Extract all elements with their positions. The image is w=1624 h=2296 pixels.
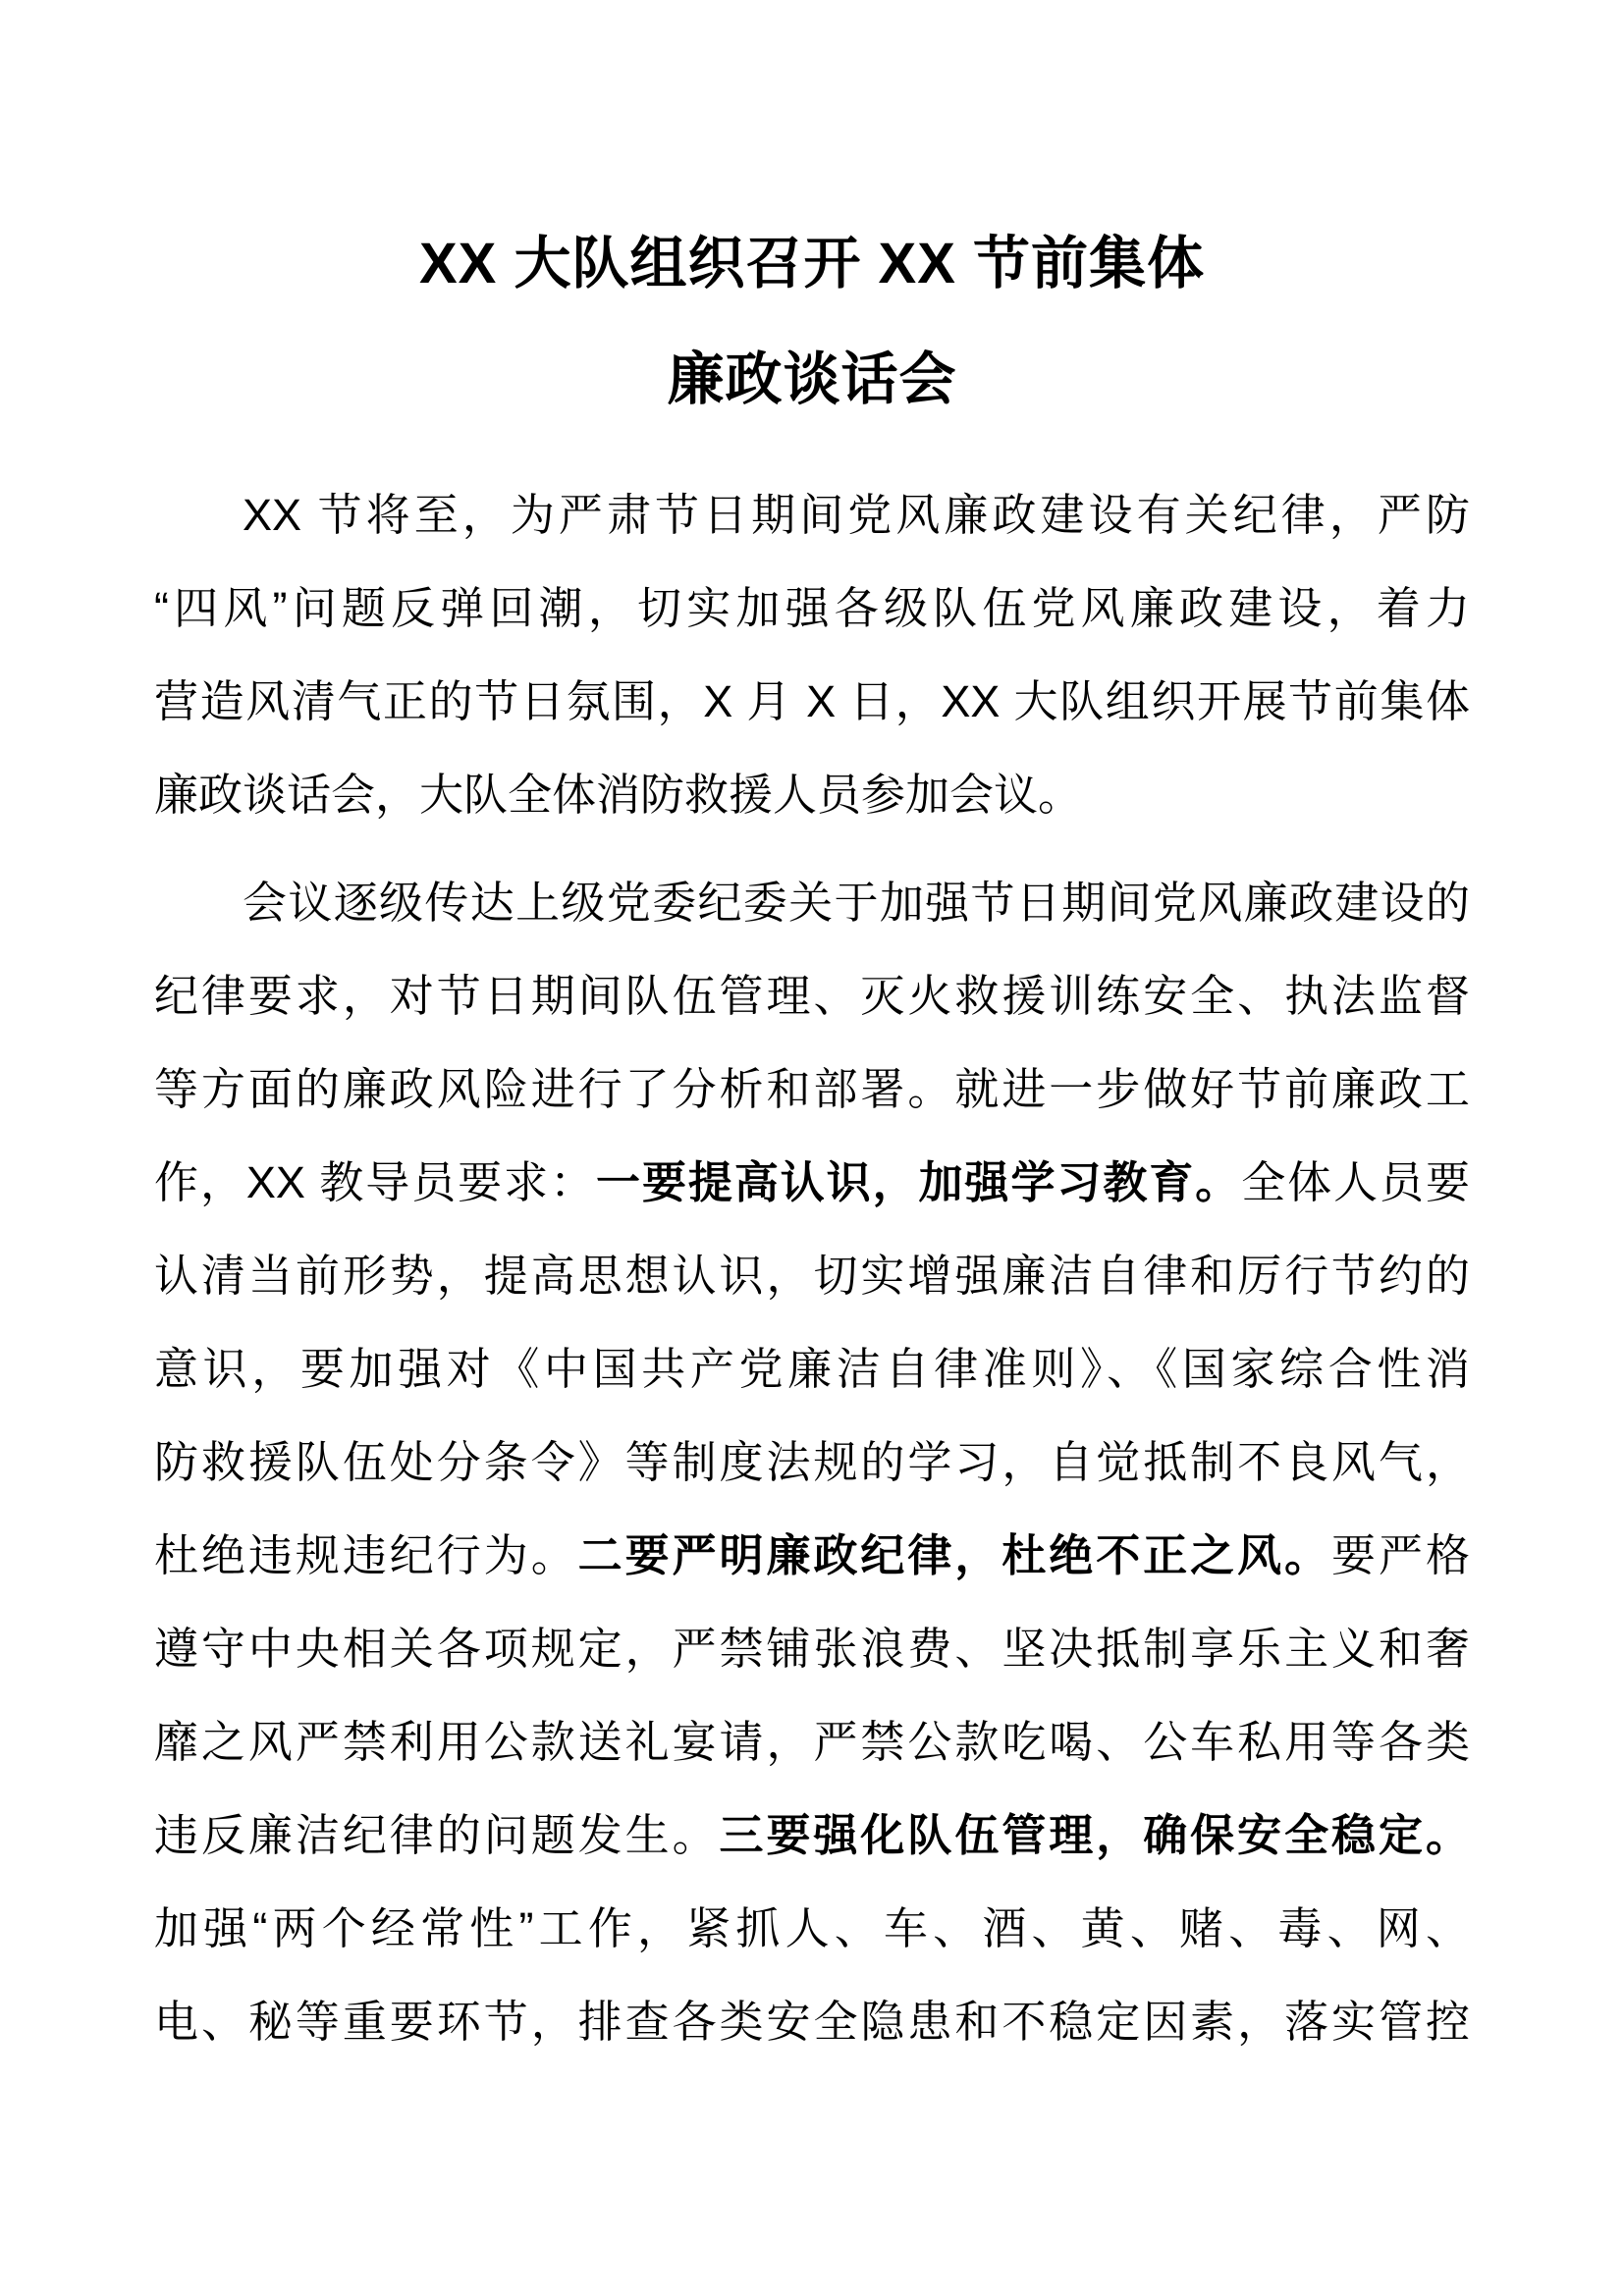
document-body bbox=[154, 468, 1470, 2068]
body-line bbox=[154, 1415, 1470, 1509]
body-line bbox=[154, 1975, 1470, 2068]
emphasis-text: 二要严明廉政纪律，杜绝不正之风。 bbox=[577, 1530, 1332, 1580]
body-line bbox=[154, 748, 1470, 841]
body-line bbox=[154, 856, 1470, 949]
paragraph bbox=[154, 856, 1470, 2068]
body-text: 遵守中央相关各项规定，严禁铺张浪费、坚决抵制享乐主义和奢 bbox=[154, 1624, 1470, 1674]
body-text: XX 节将至，为严肃节日期间党风廉政建设有关纪律，严防 bbox=[243, 490, 1470, 540]
body-line bbox=[154, 655, 1470, 748]
body-text: 认清当前形势，提高思想认识，切实增强廉洁自律和厉行节约的 bbox=[154, 1251, 1470, 1301]
emphasis-text: 一要提高认识，加强学习教育。 bbox=[596, 1157, 1242, 1207]
body-line bbox=[154, 468, 1470, 561]
body-line bbox=[154, 1509, 1470, 1602]
body-text: “四风”问题反弹回潮，切实加强各级队伍党风廉政建设，着力 bbox=[154, 583, 1470, 633]
body-line bbox=[154, 1695, 1470, 1789]
body-text: 营造风清气正的节日氛围，X 月 X 日，XX 大队组织开展节前集体 bbox=[154, 676, 1470, 726]
body-line bbox=[154, 1789, 1470, 1882]
title-line-1: XX 大队组织召开 XX 节前集体 bbox=[418, 232, 1206, 295]
body-text: 全体人员要 bbox=[1241, 1157, 1470, 1207]
emphasis-text: 三要强化队伍管理，确保安全稳定。 bbox=[719, 1810, 1470, 1860]
paragraph bbox=[154, 468, 1470, 841]
body-text: 廉政谈话会，大队全体消防救援人员参加会议。 bbox=[154, 770, 1083, 820]
body-text: 作，XX 教导员要求： bbox=[154, 1157, 597, 1207]
body-text: 防救援队伍处分条令》等制度法规的学习，自觉抵制不良风气， bbox=[154, 1437, 1470, 1487]
body-text: 会议逐级传达上级党委纪委关于加强节日期间党风廉政建设的 bbox=[243, 878, 1470, 928]
title-line-2: 廉政谈话会 bbox=[667, 347, 957, 411]
body-line bbox=[154, 1602, 1470, 1695]
document-title bbox=[0, 206, 1624, 438]
body-line bbox=[154, 1136, 1470, 1229]
body-text: 意识，要加强对《中国共产党廉洁自律准则》、《国家综合性消 bbox=[154, 1344, 1470, 1394]
body-text: 靡之风严禁利用公款送礼宴请，严禁公款吃喝、公车私用等各类 bbox=[154, 1717, 1470, 1767]
body-text: 纪律要求，对节日期间队伍管理、灭火救援训练安全、执法监督 bbox=[154, 971, 1470, 1021]
body-text: 违反廉洁纪律的问题发生。 bbox=[154, 1810, 720, 1860]
body-line bbox=[154, 1042, 1470, 1136]
body-text: 电、秘等重要环节，排查各类安全隐患和不稳定因素，落实管控 bbox=[154, 1997, 1470, 2047]
body-text: 等方面的廉政风险进行了分析和部署。就进一步做好节前廉政工 bbox=[154, 1064, 1470, 1114]
body-line bbox=[154, 949, 1470, 1042]
body-text: 要严格 bbox=[1331, 1530, 1470, 1580]
body-line bbox=[154, 561, 1470, 655]
body-line bbox=[154, 1229, 1470, 1322]
body-text: 杜绝违规违纪行为。 bbox=[154, 1530, 578, 1580]
body-line bbox=[154, 1882, 1470, 1975]
body-line bbox=[154, 1322, 1470, 1415]
body-text: 加强“两个经常性”工作，紧抓人、车、酒、黄、赌、毒、网、 bbox=[154, 1903, 1470, 1953]
